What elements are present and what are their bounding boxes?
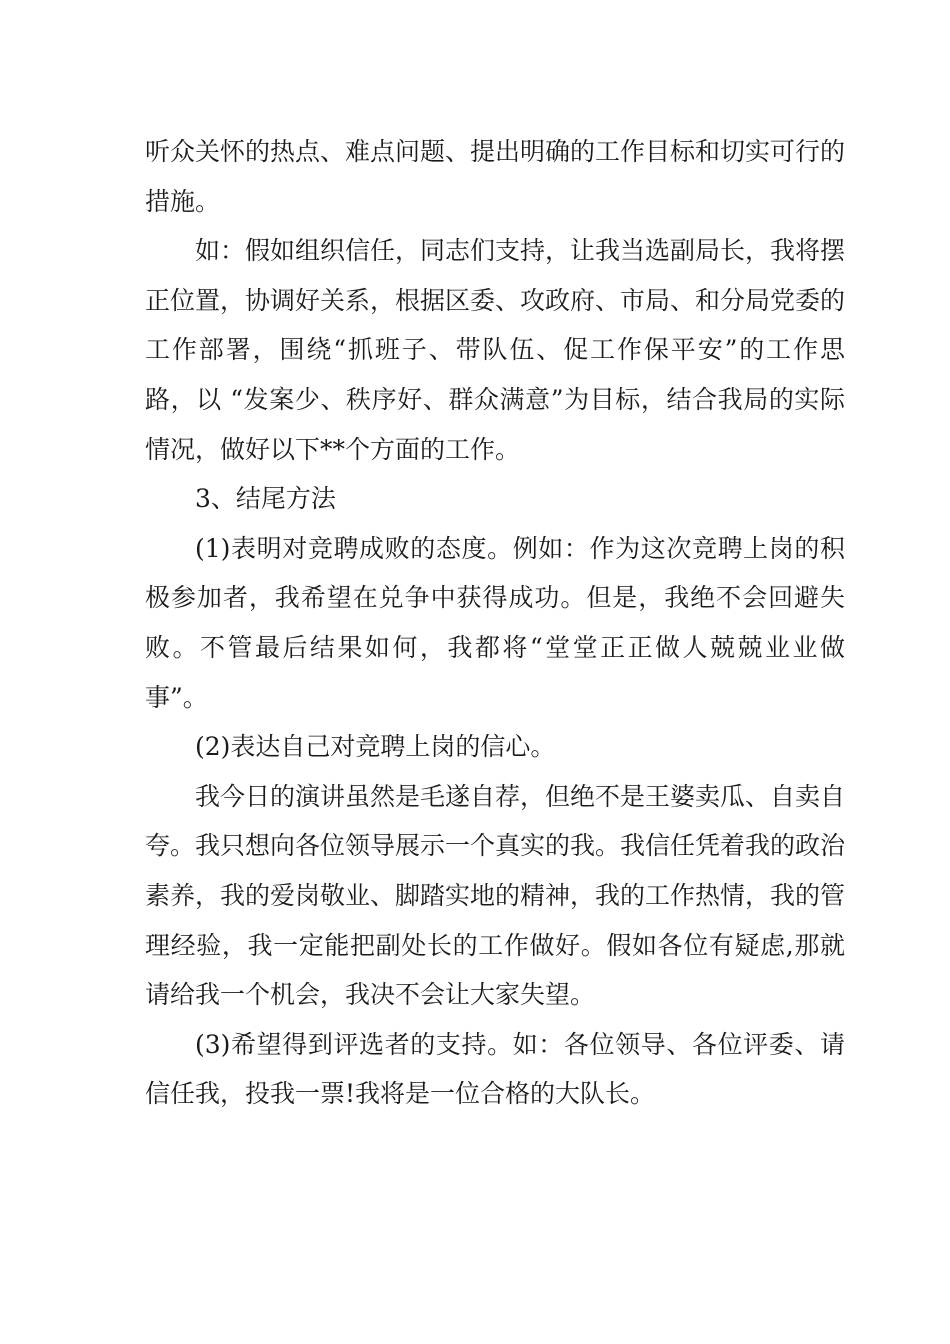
- paragraph-point-2: (2)表达自己对竞聘上岗的信心。: [195, 732, 556, 762]
- paragraph-confidence-example: 我今日的演讲虽然是毛遂自荐，但绝不是王婆卖瓜、自卖自夸。我只想向各位领导展示一个真实的我。我信任凭着我的政治素养，我的爱岗敬业、脚踏实地的精神，我的工作热情，我的管理经验，我一定能把副处长的工作做好。假如各位有疑虑,那就请给我一个机会，我决不会让大家失望。: [145, 781, 846, 1010]
- paragraph-point-1: (1)表明对竞聘成败的态度。例如：作为这次竞聘上岗的积极参加者，我希望在兑争中获得成功。但是，我绝不会回避失败。不管最后结果如何，我都将“堂堂正正做人兢兢业业做事”。: [145, 533, 845, 712]
- paragraph-2: 如：假如组织信任，同志们支持，让我当选副局长，我将摆正位置，协调好关系，根据区委、攻政府、市局、和分局党委的工作部署，围绕“抓班子、带队伍、促工作保平安”的工作思路，以 “发案少、秩序好、群众满意”为目标，结合我局的实际情况，做好以下**个方面的工作。: [145, 236, 846, 464]
- document-body: [145, 127, 845, 1119]
- paragraph-1: 听众关怀的热点、难点问题、提出明确的工作目标和切实可行的措施。: [145, 137, 846, 216]
- section-heading-closing-methods: 3、结尾方法: [195, 484, 336, 514]
- paragraph-point-3: (3)希望得到评选者的支持。如：各位领导、各位评委、请信任我，投我一票!我将是一位合格的大队长。: [145, 1029, 845, 1109]
